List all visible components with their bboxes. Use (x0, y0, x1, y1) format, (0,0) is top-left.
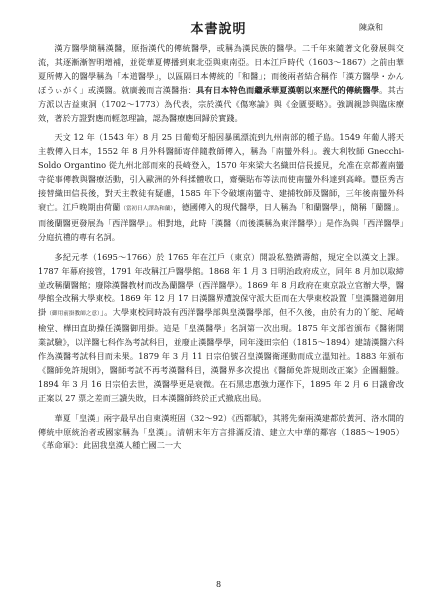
page-header (0, 18, 437, 40)
text-run: 」。大學東校同時設有西洋醫學部與皇漢醫學部，但不久後，由於有力的丫鴕、尾崎檢堂、樺田直助操任漢醫御用掛。這是「皇漢醫學」名詞第一次出現。1875 年文部省頒布《醫術開業試驗》，以洋醫七科作為考試科目，並廢止漢醫學學，同年淺田宗伯（1815～1894）建請漢醫六科作為漢醫考試科目而未果。1879 年 3 月 11 日宗伯號召皇漢醫衛運動而成立溫知社。1883 年頒布《醫師免許規則》，醫師考試不再考漢醫科目，漢醫界多次提出《醫師免許規則改正案》企圖翻盤。1894 年 3 月 16 日宗伯去世，漢醫學更是衰微。在石黑忠惠強力運作下，1895 年 2 月 6 日議會改正案以 27 票之差而三讀失敗，日本漢醫師終於正式撤底出局。 (38, 307, 404, 403)
paragraph (38, 251, 404, 406)
text-run: ，德國傳入的現代醫學，日人稱為「和蘭醫學」，簡稱「蘭醫」。而後蘭醫更發展為「西洋醫學」。相對地，此時「漢醫（而後漢稱為東洋醫學）」是作為與「西洋醫學」分庭抗禮的專有名詞。 (38, 201, 404, 242)
emphasized-text: 具有日本特色而繼承華夏漢朝以來歷代的傳統醫學 (196, 84, 380, 95)
paragraph (38, 131, 404, 244)
paragraph (38, 412, 404, 454)
page-number: 8 (215, 580, 222, 589)
paragraph (38, 42, 404, 125)
body-text (38, 42, 404, 459)
text-run: 漢方醫學簡稱漢醫，原指漢代的傳統醫學，或稱為漢民族的醫學。二千年來隨著文化發展與交流，其逐漸漸智明增補，並從華夏傳播到東北亞與東南亞。日本江戶時代（1603～1867）之前由華夏所傳入的醫學稱為「本道醫學」，以區隔日本傳統的「和醫」；而後兩者結合稱作「漢方醫學・かんぽうぃがく」或漢醫。就廣義而言漢醫指： (38, 43, 404, 95)
annotation-text: （御用前掛教師之意） (46, 311, 101, 318)
annotation-text: （當初日人譯為和蘭） (120, 205, 174, 212)
text-run: 。其古方派以吉益東洞（1702～1773）為代表，宗於漢代《傷寒論》與《金匱要略》。強調親診與臨床療效，著於方證對應而輕忽理論，認為醫療應回歸於實踐。 (38, 84, 404, 123)
text-run: 多紀元孝（1695～1766）於 1765 年在江戶（東京）開設私塾躋壽館，規定全以漢文上課。1787 年幕府接管，1791 年改稱江戶醫學館。1868 年 1 月 3 日明治政府成立，同年 8 月加以取締並改稱蘭醫館；廢除漢醫教材而改為蘭醫學（西洋醫學）。1869 年 8 月政府在東京設立官辦大學，醫學館全改稱大學東校。1869 年 12 月 17 日漢醫界遭說保守派大臣而在大學東校設置「皇漢醫道御用掛 (38, 251, 404, 318)
text-run: 天文 12 年（1543 年）8 月 25 日葡萄牙船因暴風漂流到九州南部的種子島。1549 年葡人將天主教傳入日本，1552 年 8 月外科醫師寄伴隨教師傳入，稱為「南蠻外科」。義大利牧師 Gnecchi-Soldo Organtino 從九州北部而來的長崎登入，1570 年來梁大名織田信長援見，允准在京都蓋南蠻寺從事傳教與醫療活動，引入歐洲的外科揉體收口，齋藥貼布等法而使南蠻外科達到高峰。豐臣秀吉接替織田信長後，對天主教徒有疑慮，1585 年下令破壞南蠻寺、建捕牧師及醫師，三年後南蠻外科衰亡。江戶晚期由荷蘭 (38, 132, 404, 212)
author-name: 陳焱和 (359, 23, 383, 32)
page-title: 本書說明 (190, 22, 247, 37)
text-run: 華夏「皇漢」兩字最早出自東漢班固（32～92）《西都賦》，其將先秦兩漢建都於黃河、洛水間的傳統中原統治者或國家稱為「皇漢」。清朝末年方言排滿反清、建立大中華的鄰容（1885～1905）《革命軍》：此固我皇漢人種亡國二一大 (38, 412, 404, 451)
